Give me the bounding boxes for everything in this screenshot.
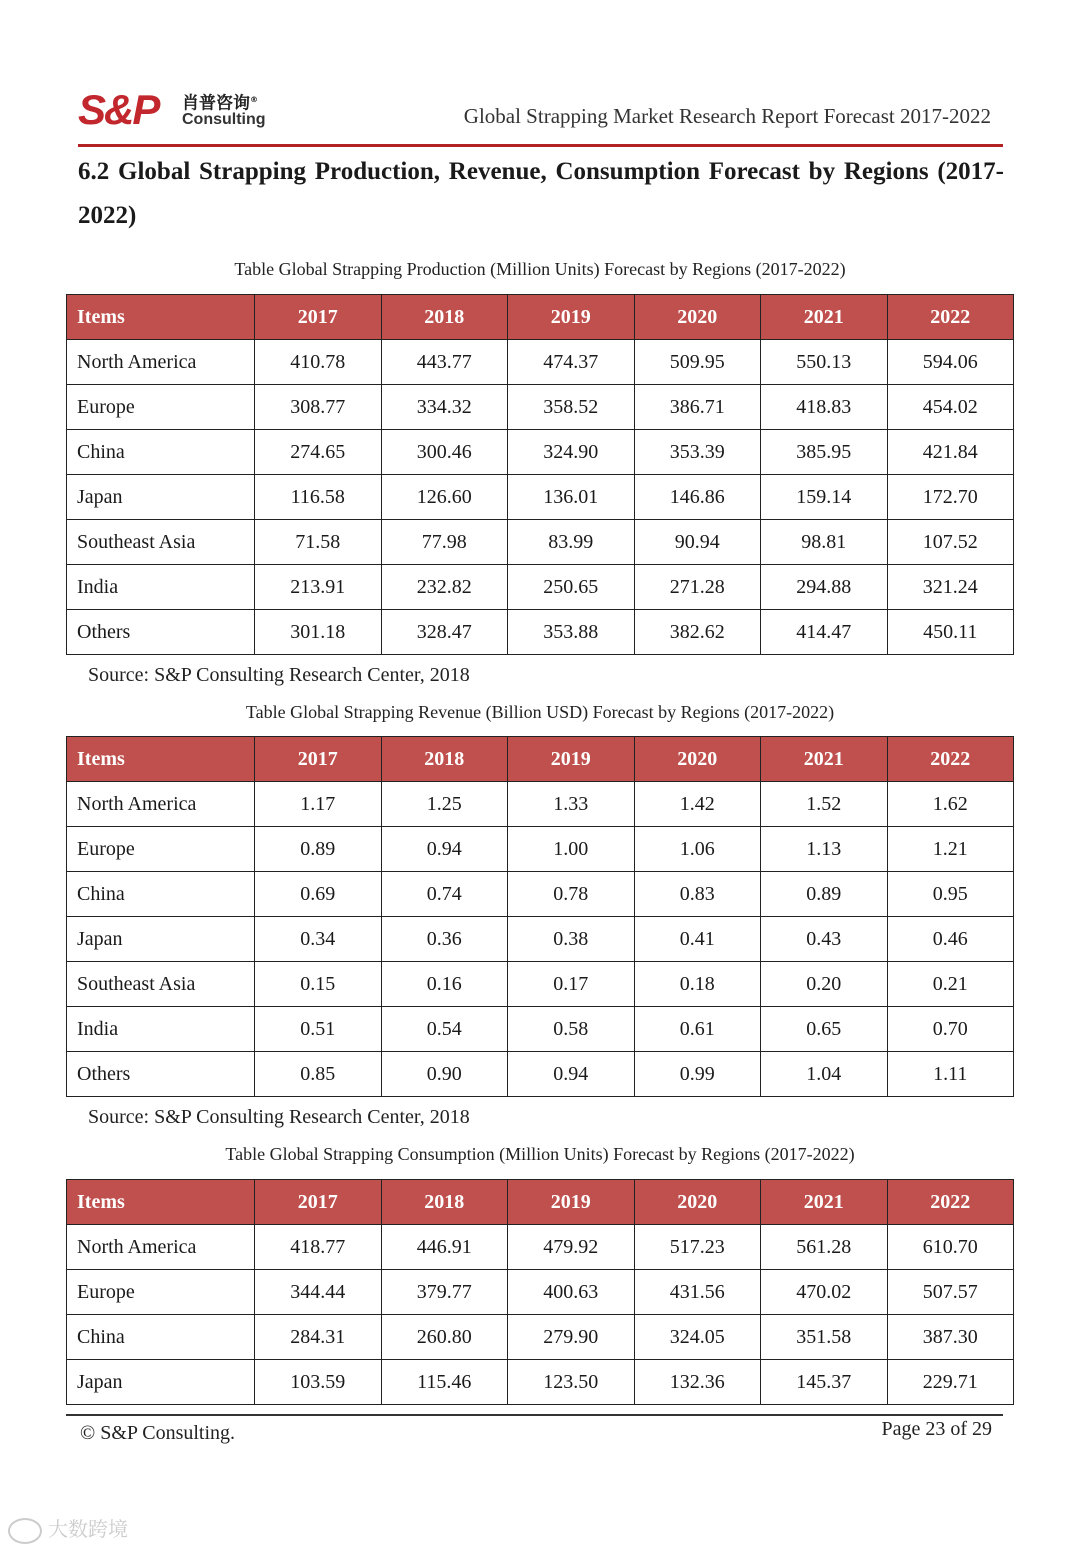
value-cell: 90.94 [634, 520, 761, 565]
value-cell: 450.11 [887, 610, 1014, 655]
column-header-items: Items [67, 295, 255, 340]
value-cell: 159.14 [761, 475, 888, 520]
region-cell: China [67, 430, 255, 475]
table-body [67, 340, 1014, 655]
column-header-year: 2017 [255, 737, 382, 782]
value-cell: 301.18 [255, 610, 382, 655]
value-cell: 123.50 [508, 1360, 635, 1405]
region-cell: China [67, 1315, 255, 1360]
value-cell: 0.38 [508, 917, 635, 962]
value-cell: 213.91 [255, 565, 382, 610]
value-cell: 0.58 [508, 1007, 635, 1052]
value-cell: 479.92 [508, 1225, 635, 1270]
value-cell: 0.90 [381, 1052, 508, 1097]
value-cell: 0.70 [887, 1007, 1014, 1052]
table-row [67, 520, 1014, 565]
value-cell: 400.63 [508, 1270, 635, 1315]
value-cell: 1.33 [508, 782, 635, 827]
region-cell: India [67, 565, 255, 610]
table-row [67, 1052, 1014, 1097]
value-cell: 232.82 [381, 565, 508, 610]
table-row [67, 565, 1014, 610]
value-cell: 474.37 [508, 340, 635, 385]
table-row [67, 962, 1014, 1007]
value-cell: 387.30 [887, 1315, 1014, 1360]
value-cell: 0.46 [887, 917, 1014, 962]
value-cell: 443.77 [381, 340, 508, 385]
value-cell: 0.95 [887, 872, 1014, 917]
watermark-logo-icon [8, 1518, 42, 1544]
column-header-year: 2022 [887, 295, 1014, 340]
value-cell: 358.52 [508, 385, 635, 430]
column-header-year: 2020 [634, 1180, 761, 1225]
region-cell: Europe [67, 385, 255, 430]
value-cell: 1.04 [761, 1052, 888, 1097]
value-cell: 386.71 [634, 385, 761, 430]
table-row [67, 610, 1014, 655]
value-cell: 431.56 [634, 1270, 761, 1315]
value-cell: 410.78 [255, 340, 382, 385]
column-header-year: 2019 [508, 1180, 635, 1225]
value-cell: 274.65 [255, 430, 382, 475]
value-cell: 379.77 [381, 1270, 508, 1315]
value-cell: 115.46 [381, 1360, 508, 1405]
logo-english-name: Consulting [182, 111, 266, 128]
value-cell: 145.37 [761, 1360, 888, 1405]
column-header-year: 2018 [381, 737, 508, 782]
value-cell: 0.43 [761, 917, 888, 962]
value-cell: 353.88 [508, 610, 635, 655]
value-cell: 1.17 [255, 782, 382, 827]
value-cell: 385.95 [761, 430, 888, 475]
company-logo [78, 88, 278, 134]
column-header-year: 2019 [508, 737, 635, 782]
table-row [67, 385, 1014, 430]
value-cell: 172.70 [887, 475, 1014, 520]
column-header-year: 2021 [761, 737, 888, 782]
value-cell: 1.62 [887, 782, 1014, 827]
value-cell: 470.02 [761, 1270, 888, 1315]
production-table-source: Source: S&P Consulting Research Center, 2018 [88, 664, 470, 686]
value-cell: 0.20 [761, 962, 888, 1007]
region-cell: Southeast Asia [67, 520, 255, 565]
value-cell: 517.23 [634, 1225, 761, 1270]
value-cell: 260.80 [381, 1315, 508, 1360]
table-row [67, 340, 1014, 385]
value-cell: 1.11 [887, 1052, 1014, 1097]
value-cell: 0.16 [381, 962, 508, 1007]
table-row [67, 782, 1014, 827]
column-header-year: 2019 [508, 295, 635, 340]
region-cell: Japan [67, 475, 255, 520]
table-row [67, 1315, 1014, 1360]
table-header-row [67, 1180, 1014, 1225]
region-cell: Others [67, 610, 255, 655]
value-cell: 308.77 [255, 385, 382, 430]
value-cell: 279.90 [508, 1315, 635, 1360]
column-header-year: 2021 [761, 1180, 888, 1225]
revenue-table [66, 736, 1014, 1097]
value-cell: 344.44 [255, 1270, 382, 1315]
value-cell: 328.47 [381, 610, 508, 655]
revenue-table-source: Source: S&P Consulting Research Center, 2018 [88, 1106, 470, 1128]
value-cell: 0.74 [381, 872, 508, 917]
value-cell: 1.25 [381, 782, 508, 827]
value-cell: 454.02 [887, 385, 1014, 430]
region-cell: Southeast Asia [67, 962, 255, 1007]
value-cell: 446.91 [381, 1225, 508, 1270]
value-cell: 509.95 [634, 340, 761, 385]
value-cell: 0.51 [255, 1007, 382, 1052]
table-row [67, 430, 1014, 475]
table-row [67, 1360, 1014, 1405]
value-cell: 98.81 [761, 520, 888, 565]
table-row [67, 1007, 1014, 1052]
logo-cn-text: 肖普咨询 [182, 93, 250, 114]
value-cell: 0.41 [634, 917, 761, 962]
region-cell: Europe [67, 827, 255, 872]
value-cell: 1.52 [761, 782, 888, 827]
region-cell: India [67, 1007, 255, 1052]
value-cell: 594.06 [887, 340, 1014, 385]
region-cell: Japan [67, 1360, 255, 1405]
value-cell: 1.00 [508, 827, 635, 872]
copyright-notice: © S&P Consulting. [80, 1422, 236, 1444]
value-cell: 0.89 [761, 872, 888, 917]
value-cell: 0.89 [255, 827, 382, 872]
value-cell: 414.47 [761, 610, 888, 655]
table-body [67, 1225, 1014, 1405]
column-header-year: 2022 [887, 737, 1014, 782]
table-row [67, 917, 1014, 962]
value-cell: 0.94 [508, 1052, 635, 1097]
value-cell: 126.60 [381, 475, 508, 520]
value-cell: 353.39 [634, 430, 761, 475]
value-cell: 1.21 [887, 827, 1014, 872]
value-cell: 146.86 [634, 475, 761, 520]
table-header-row [67, 295, 1014, 340]
table-header-row [67, 737, 1014, 782]
value-cell: 0.54 [381, 1007, 508, 1052]
value-cell: 0.78 [508, 872, 635, 917]
value-cell: 0.99 [634, 1052, 761, 1097]
production-table-caption: Table Global Strapping Production (Million Units) Forecast by Regions (2017-2022) [234, 259, 846, 279]
value-cell: 250.65 [508, 565, 635, 610]
header-divider [78, 144, 1003, 147]
value-cell: 136.01 [508, 475, 635, 520]
watermark [8, 1513, 128, 1544]
column-header-items: Items [67, 1180, 255, 1225]
value-cell: 1.13 [761, 827, 888, 872]
value-cell: 0.34 [255, 917, 382, 962]
value-cell: 507.57 [887, 1270, 1014, 1315]
column-header-year: 2021 [761, 295, 888, 340]
value-cell: 0.61 [634, 1007, 761, 1052]
region-cell: Japan [67, 917, 255, 962]
value-cell: 550.13 [761, 340, 888, 385]
value-cell: 418.83 [761, 385, 888, 430]
region-cell: North America [67, 340, 255, 385]
logo-mark: S&P [78, 86, 159, 133]
region-cell: North America [67, 782, 255, 827]
table-row [67, 827, 1014, 872]
value-cell: 351.58 [761, 1315, 888, 1360]
value-cell: 324.05 [634, 1315, 761, 1360]
value-cell: 421.84 [887, 430, 1014, 475]
table-row [67, 1225, 1014, 1270]
value-cell: 0.15 [255, 962, 382, 1007]
consumption-table [66, 1179, 1014, 1405]
value-cell: 116.58 [255, 475, 382, 520]
region-cell: Others [67, 1052, 255, 1097]
page-number: Page 23 of 29 [881, 1418, 992, 1440]
value-cell: 382.62 [634, 610, 761, 655]
value-cell: 294.88 [761, 565, 888, 610]
value-cell: 107.52 [887, 520, 1014, 565]
page-header [78, 88, 1003, 148]
revenue-table-caption: Table Global Strapping Revenue (Billion USD) Forecast by Regions (2017-2022) [245, 702, 835, 722]
column-header-year: 2022 [887, 1180, 1014, 1225]
report-title: Global Strapping Market Research Report Forecast 2017-2022 [463, 104, 991, 128]
value-cell: 561.28 [761, 1225, 888, 1270]
column-header-year: 2017 [255, 1180, 382, 1225]
section-heading: 6.2 Global Strapping Production, Revenue, Consumption Forecast by Regions (2017-2022) [78, 158, 1004, 229]
value-cell: 229.71 [887, 1360, 1014, 1405]
value-cell: 271.28 [634, 565, 761, 610]
value-cell: 610.70 [887, 1225, 1014, 1270]
table-row [67, 1270, 1014, 1315]
value-cell: 77.98 [381, 520, 508, 565]
consumption-table-caption: Table Global Strapping Consumption (Million Units) Forecast by Regions (2017-2022) [225, 1144, 855, 1164]
column-header-year: 2020 [634, 737, 761, 782]
value-cell: 0.69 [255, 872, 382, 917]
value-cell: 1.42 [634, 782, 761, 827]
value-cell: 132.36 [634, 1360, 761, 1405]
value-cell: 0.17 [508, 962, 635, 1007]
footer-divider [66, 1414, 1003, 1416]
column-header-year: 2018 [381, 1180, 508, 1225]
value-cell: 0.94 [381, 827, 508, 872]
column-header-year: 2020 [634, 295, 761, 340]
table-body [67, 782, 1014, 1097]
column-header-year: 2018 [381, 295, 508, 340]
watermark-text: 大数跨境 [48, 1517, 128, 1541]
value-cell: 321.24 [887, 565, 1014, 610]
value-cell: 0.18 [634, 962, 761, 1007]
region-cell: China [67, 872, 255, 917]
table-row [67, 872, 1014, 917]
table-row [67, 475, 1014, 520]
value-cell: 0.65 [761, 1007, 888, 1052]
value-cell: 0.83 [634, 872, 761, 917]
value-cell: 0.85 [255, 1052, 382, 1097]
value-cell: 418.77 [255, 1225, 382, 1270]
value-cell: 300.46 [381, 430, 508, 475]
value-cell: 103.59 [255, 1360, 382, 1405]
value-cell: 1.06 [634, 827, 761, 872]
value-cell: 0.36 [381, 917, 508, 962]
value-cell: 83.99 [508, 520, 635, 565]
column-header-year: 2017 [255, 295, 382, 340]
value-cell: 0.21 [887, 962, 1014, 1007]
region-cell: Europe [67, 1270, 255, 1315]
value-cell: 324.90 [508, 430, 635, 475]
column-header-items: Items [67, 737, 255, 782]
value-cell: 284.31 [255, 1315, 382, 1360]
value-cell: 71.58 [255, 520, 382, 565]
production-table [66, 294, 1014, 655]
logo-registered-mark: ® [250, 95, 258, 104]
value-cell: 334.32 [381, 385, 508, 430]
region-cell: North America [67, 1225, 255, 1270]
